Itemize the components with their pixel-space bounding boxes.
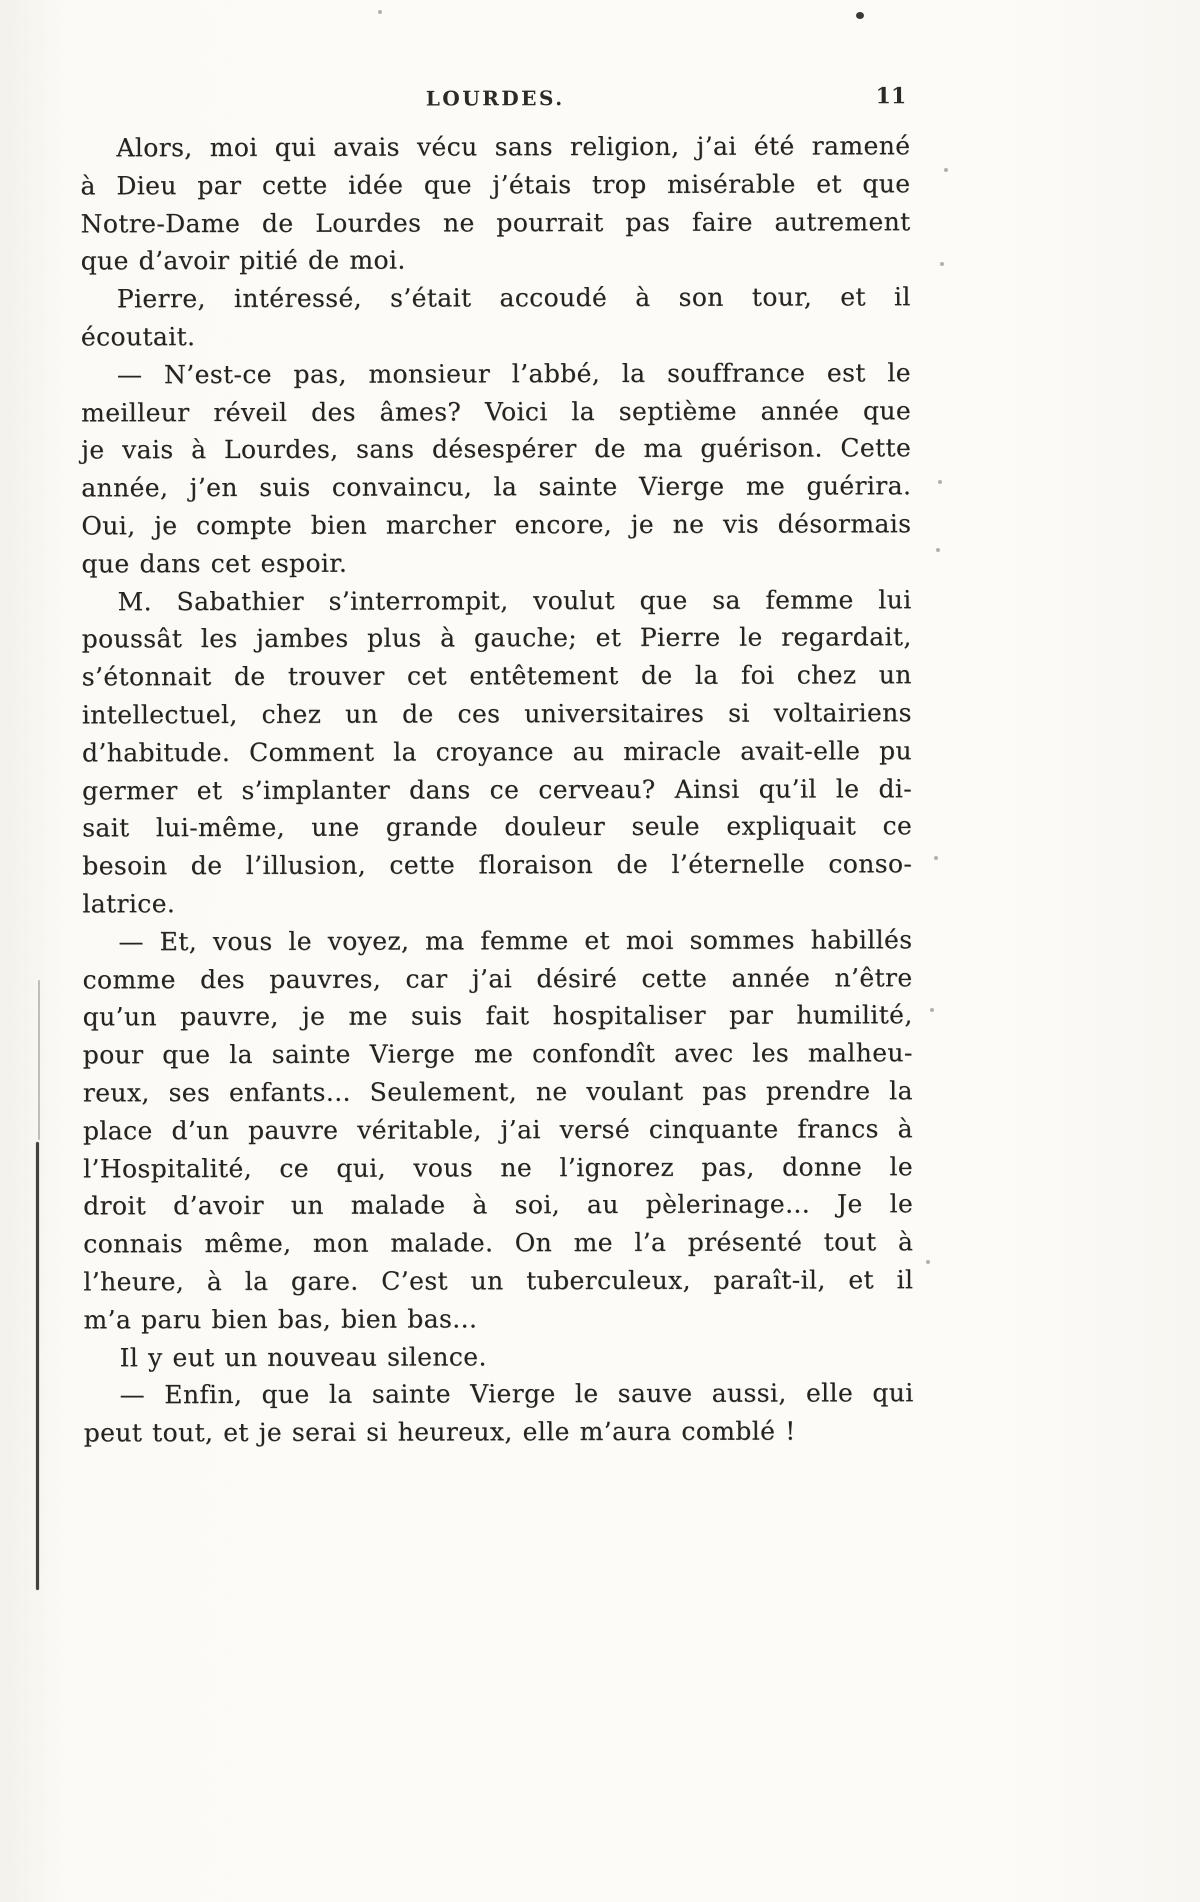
text-line: droit d’avoir un malade à soi, au pèlerinage... Je le (83, 1189, 914, 1221)
text-line: Oui, je compte bien marcher encore, je ne vis désormais (81, 509, 912, 541)
text-line: intellectuel, chez un de ces universitaires si voltairiens (81, 698, 912, 730)
text-line: l’heure, à la gare. C’est un tuberculeux, paraît-il, et il (83, 1265, 914, 1297)
paragraph (80, 127, 910, 280)
ink-spot (856, 12, 864, 19)
text-line: Il y eut un nouveau silence. (119, 1341, 487, 1372)
text-line: à Dieu par cette idée que j’étais trop misérable et que (80, 168, 911, 201)
text-line: comme des pauvres, car j’ai désiré cette année n’être (82, 962, 913, 994)
scan-speck (926, 1260, 930, 1264)
text-line: Pierre, intéressé, s’était accoudé à son tour, et il (116, 282, 911, 314)
page-header (80, 83, 910, 121)
text-line: — N’est-ce pas, monsieur l’abbé, la souffrance est le (116, 357, 912, 390)
text-line: peut tout, et je serai si heureux, elle m’aura comblé ! (83, 1416, 796, 1448)
scan-speck (944, 168, 948, 172)
text-line: — Enfin, que la sainte Vierge le sauve aussi, elle qui (119, 1378, 914, 1410)
text-line: — Et, vous le voyez, ma femme et moi sommes habillés (118, 924, 913, 956)
text-line: je vais à Lourdes, sans désespérer de ma guérison. Cette (81, 433, 912, 465)
text-line: poussât les jambes plus à gauche; et Pierre le regardait, (81, 622, 912, 654)
paragraph (84, 1337, 914, 1377)
text-line: meilleur réveil des âmes? Voici la septième année que (81, 395, 912, 427)
paragraph (81, 278, 911, 356)
paragraph (81, 354, 912, 583)
running-title: LOURDES. (425, 86, 565, 111)
text-line: connais même, mon malade. On me l’a présenté tout à (83, 1227, 914, 1259)
scan-artifact-line (36, 1142, 39, 1590)
paragraph (82, 921, 913, 1339)
text-line: l’Hospitalité, ce qui, vous ne l’ignorez pas, donne le (83, 1151, 914, 1183)
text-line: besoin de l’illusion, cette floraison de l’éternelle conso- (82, 849, 913, 881)
scan-speck (938, 480, 942, 484)
text-line: sait lui-même, une grande douleur seule expliquait ce (82, 811, 913, 843)
text-line: d’habitude. Comment la croyance au miracle avait-elle pu (81, 735, 913, 768)
paragraph (82, 581, 913, 923)
text-line: Alors, moi qui avais vécu sans religion, j’ai été ramené (116, 131, 911, 163)
text-line: m’a paru bien bas, bien bas... (83, 1304, 478, 1335)
scan-speck (930, 1008, 934, 1012)
text-line: s’étonnait de trouver cet entêtement de la foi chez un (81, 660, 912, 692)
text-line: latrice. (82, 889, 176, 919)
paragraph (84, 1374, 914, 1452)
scan-speck (940, 262, 944, 266)
text-line: reux, ses enfants... Seulement, ne voulant pas prendre la (82, 1076, 913, 1108)
text-line: germer et s’implanter dans ce cerveau? Ainsi qu’il le di- (82, 773, 913, 805)
text-line: M. Sabathier s’interrompit, voulut que sa femme lui (117, 584, 912, 616)
text-line: que dans cet espoir. (81, 548, 348, 579)
scan-speck (378, 10, 382, 14)
text-line: écoutait. (80, 322, 196, 352)
text-line: que d’avoir pitié de moi. (80, 245, 406, 276)
text-line: Notre-Dame de Lourdes ne pourrait pas faire autrement (80, 206, 911, 238)
page-number: 11 (875, 83, 907, 110)
text-line: qu’un pauvre, je me suis fait hospitaliser par humilité, (82, 1000, 913, 1032)
text-line: pour que la sainte Vierge me confondît avec les malheu- (82, 1038, 913, 1070)
text-line: place d’un pauvre véritable, j’ai versé cinquante francs à (82, 1113, 914, 1146)
text-block (80, 127, 913, 1452)
scan-speck (934, 856, 938, 860)
scan-artifact-line-faint (38, 980, 40, 1140)
text-line: année, j’en suis convaincu, la sainte Vierge me guérira. (81, 471, 912, 503)
scan-speck (936, 548, 940, 552)
